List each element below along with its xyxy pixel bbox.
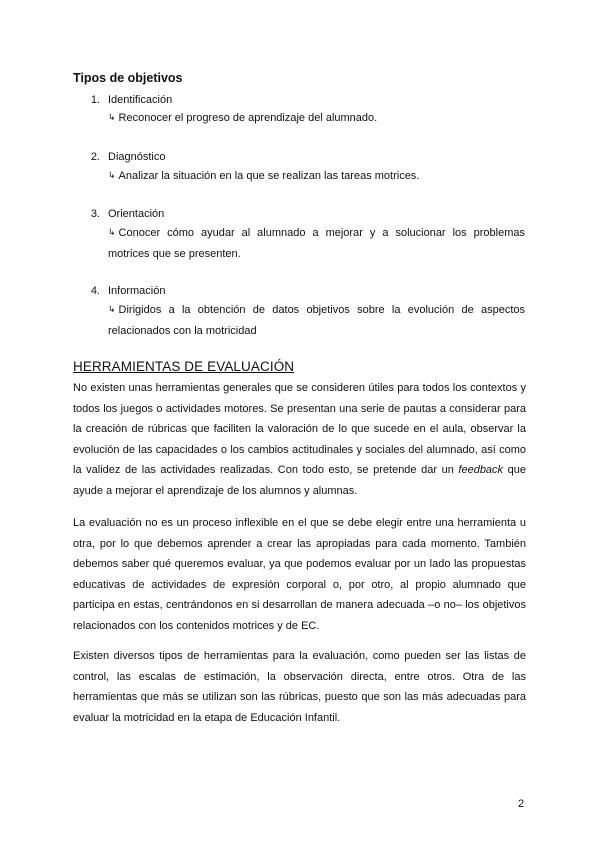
- paragraph-text: que ayude a mejorar el aprendizaje de los alumnos y alumnas.: [73, 464, 526, 497]
- body-paragraph: Existen diversos tipos de herramientas para la evaluación, como pueden ser las listas de control, las escalas de estimación, la observación directa, entre otros. Otra de las herramientas que más se utilizan son las rúbricas, puesto que son las más adecuadas para evaluar la motricidad en la etapa de Educación Infantil.: [73, 650, 526, 724]
- objective-description: [108, 223, 525, 265]
- objective-description-text: Conocer cómo ayudar al alumnado a mejorar y a solucionar los problemas motrices que se presenten.: [108, 227, 525, 260]
- objective-title: Identificación: [108, 94, 173, 106]
- paragraph-italic-term: feedback: [458, 464, 504, 477]
- arrow-icon: ↳: [108, 304, 116, 314]
- objective-title: Orientación: [108, 208, 165, 220]
- objective-number: 1.: [90, 94, 100, 106]
- objective-number: 3.: [90, 208, 100, 220]
- objective-description: [108, 166, 525, 187]
- objective-number: 2.: [90, 151, 100, 163]
- objective-title: Diagnóstico: [108, 151, 166, 163]
- arrow-icon: ↳: [108, 112, 116, 122]
- arrow-icon: ↳: [108, 170, 116, 180]
- objective-number: 4.: [90, 285, 100, 297]
- arrow-icon: ↳: [108, 227, 116, 237]
- page-number: 2: [518, 798, 525, 810]
- objective-description-text: Dirigidos a la obtención de datos objetivos sobre la evolución de aspectos relacionados con la motricidad: [108, 304, 525, 337]
- section-heading: HERRAMIENTAS DE EVALUACIÓN: [73, 359, 295, 374]
- body-paragraph: [73, 378, 526, 502]
- section-title: Tipos de objetivos: [73, 71, 183, 85]
- objective-description: [108, 108, 525, 129]
- objective-description-text: Analizar la situación en la que se realizan las tareas motrices.: [118, 170, 420, 182]
- objective-title: Información: [108, 285, 166, 297]
- body-paragraph: La evaluación no es un proceso inflexible en el que se debe elegir entre una herramienta u otra, por lo que debemos aprender a crear las apropiadas para cada momento. También debemos saber qué queremos evaluar, ya que podemos evaluar por un lado las propuestas educativas de actividades de expresión corporal o, por otro, al propio alumnado que participa en estas, centrándonos en si desarrollan de manera adecuada –o no– los objetivos relacionados con los contenidos motrices y de EC.: [73, 517, 526, 632]
- paragraph-text: No existen unas herramientas generales que se consideren útiles para todos los contextos y todos los juegos o actividades motores. Se presentan una serie de pautas a considerar para la creación de rúbricas que faciliten la valoración de lo que sucede en el aula, observar la evolución de las capacidades o los cambios actitudinales y sociales del alumnado, así como la validez de las actividades realizadas. Con todo esto, se pretende dar un: [73, 382, 526, 477]
- objective-description: [108, 300, 525, 342]
- objective-description-text: Reconocer el progreso de aprendizaje del alumnado.: [118, 112, 378, 124]
